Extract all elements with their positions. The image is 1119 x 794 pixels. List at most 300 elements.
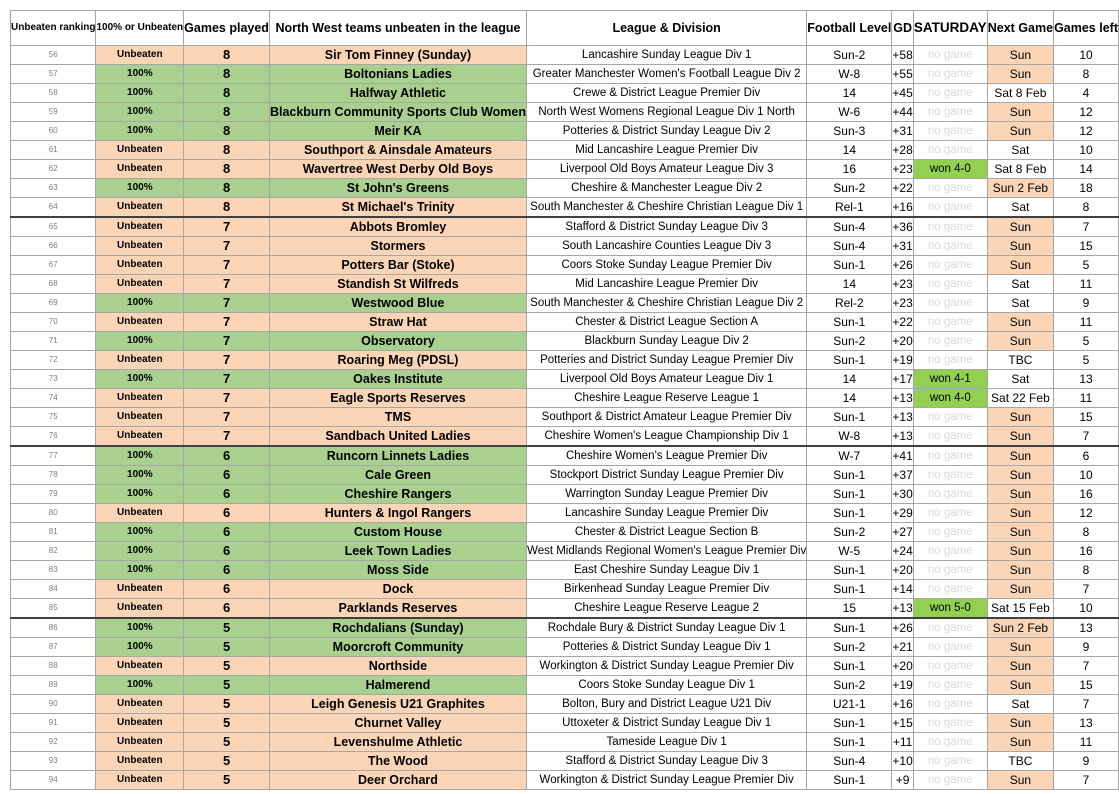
cell-status: Unbeaten (96, 256, 184, 275)
cell-next: Sun (987, 446, 1053, 466)
cell-sat: no game (913, 618, 987, 638)
cell-status: Unbeaten (96, 389, 184, 408)
cell-next: Sun (987, 561, 1053, 580)
cell-gd: +10 (892, 752, 914, 771)
cell-left: 9 (1054, 638, 1119, 657)
cell-sat: no game (913, 466, 987, 485)
cell-level: Sun-2 (807, 523, 892, 542)
cell-rank: 60 (11, 122, 96, 141)
cell-level: Sun-2 (807, 676, 892, 695)
cell-rank: 84 (11, 580, 96, 599)
cell-left: 5 (1054, 351, 1119, 370)
cell-played: 6 (184, 580, 270, 599)
cell-league: Stockport District Sunday League Premier Div (526, 466, 806, 485)
cell-left: 6 (1054, 446, 1119, 466)
cell-sat: no game (913, 351, 987, 370)
table-row (11, 122, 1119, 141)
cell-sat: no game (913, 408, 987, 427)
cell-level: Sun-1 (807, 714, 892, 733)
cell-left: 10 (1054, 141, 1119, 160)
cell-gd: +23 (892, 160, 914, 179)
cell-gd: +22 (892, 179, 914, 198)
table-row (11, 275, 1119, 294)
cell-level: 16 (807, 160, 892, 179)
cell-next: Sun (987, 122, 1053, 141)
cell-team: Roaring Meg (PDSL) (269, 351, 526, 370)
table-row (11, 141, 1119, 160)
cell-team: Standish St Wilfreds (269, 275, 526, 294)
cell-sat: no game (913, 65, 987, 84)
cell-level: Sun-1 (807, 771, 892, 790)
cell-next: TBC (987, 752, 1053, 771)
cell-left: 11 (1054, 389, 1119, 408)
cell-status: Unbeaten (96, 733, 184, 752)
cell-league: Mid Lancashire League Premier Div (526, 141, 806, 160)
cell-gd: +41 (892, 446, 914, 466)
cell-team: Sandbach United Ladies (269, 427, 526, 447)
table-row (11, 294, 1119, 313)
cell-left: 16 (1054, 485, 1119, 504)
cell-level: 14 (807, 370, 892, 389)
table-row (11, 103, 1119, 122)
cell-league: Warrington Sunday League Premier Div (526, 485, 806, 504)
cell-gd: +26 (892, 256, 914, 275)
cell-status: 100% (96, 446, 184, 466)
cell-rank: 58 (11, 84, 96, 103)
cell-status: Unbeaten (96, 580, 184, 599)
cell-status: 100% (96, 618, 184, 638)
cell-level: Sun-1 (807, 485, 892, 504)
header-left: Games left (1054, 11, 1119, 46)
cell-next: Sat (987, 275, 1053, 294)
cell-played: 7 (184, 313, 270, 332)
cell-gd: +13 (892, 427, 914, 447)
header-rank: Unbeaten ranking (11, 11, 96, 46)
cell-league: North West Womens Regional League Div 1 North (526, 103, 806, 122)
cell-next: Sat 22 Feb (987, 389, 1053, 408)
cell-level: 14 (807, 275, 892, 294)
cell-gd: +23 (892, 294, 914, 313)
cell-team: Cale Green (269, 466, 526, 485)
cell-played: 7 (184, 389, 270, 408)
cell-status: 100% (96, 332, 184, 351)
cell-status: Unbeaten (96, 46, 184, 65)
cell-rank: 72 (11, 351, 96, 370)
cell-status: Unbeaten (96, 141, 184, 160)
cell-team: Observatory (269, 332, 526, 351)
cell-next: Sun (987, 65, 1053, 84)
cell-league: Workington & District Sunday League Premier Div (526, 771, 806, 790)
cell-played: 7 (184, 217, 270, 237)
cell-next: Sun (987, 580, 1053, 599)
cell-sat: no game (913, 103, 987, 122)
cell-next: Sun (987, 217, 1053, 237)
cell-team: Meir KA (269, 122, 526, 141)
cell-left: 8 (1054, 65, 1119, 84)
cell-team: Runcorn Linnets Ladies (269, 446, 526, 466)
cell-level: Rel-1 (807, 198, 892, 218)
cell-level: 15 (807, 599, 892, 619)
cell-played: 7 (184, 275, 270, 294)
cell-left: 5 (1054, 256, 1119, 275)
cell-gd: +13 (892, 599, 914, 619)
cell-team: Deer Orchard (269, 771, 526, 790)
cell-played: 8 (184, 122, 270, 141)
cell-sat: no game (913, 198, 987, 218)
cell-next: Sun (987, 466, 1053, 485)
cell-status: 100% (96, 84, 184, 103)
table-row (11, 313, 1119, 332)
cell-next: Sun (987, 485, 1053, 504)
cell-rank: 85 (11, 599, 96, 619)
cell-gd: +30 (892, 485, 914, 504)
cell-played: 8 (184, 46, 270, 65)
cell-next: Sat (987, 141, 1053, 160)
table-row (11, 485, 1119, 504)
table-row (11, 714, 1119, 733)
table-row (11, 370, 1119, 389)
cell-gd: +20 (892, 332, 914, 351)
cell-played: 8 (184, 160, 270, 179)
cell-sat: no game (913, 237, 987, 256)
table-row (11, 599, 1119, 619)
cell-level: Sun-2 (807, 179, 892, 198)
cell-left: 12 (1054, 103, 1119, 122)
table-row (11, 580, 1119, 599)
cell-league: Tameside League Div 1 (526, 733, 806, 752)
cell-left: 7 (1054, 217, 1119, 237)
cell-played: 7 (184, 427, 270, 447)
cell-sat: no game (913, 141, 987, 160)
cell-level: Sun-1 (807, 733, 892, 752)
table-row (11, 618, 1119, 638)
cell-status: 100% (96, 561, 184, 580)
cell-next: Sun (987, 46, 1053, 65)
cell-played: 7 (184, 351, 270, 370)
cell-sat: no game (913, 256, 987, 275)
cell-gd: +20 (892, 561, 914, 580)
cell-level: Sun-1 (807, 466, 892, 485)
cell-rank: 93 (11, 752, 96, 771)
cell-played: 5 (184, 676, 270, 695)
header-saturday: SATURDAY (913, 11, 987, 46)
cell-left: 15 (1054, 237, 1119, 256)
cell-left: 10 (1054, 466, 1119, 485)
cell-level: 14 (807, 84, 892, 103)
table-row (11, 84, 1119, 103)
cell-gd: +16 (892, 695, 914, 714)
cell-played: 5 (184, 695, 270, 714)
cell-rank: 73 (11, 370, 96, 389)
cell-rank: 70 (11, 313, 96, 332)
cell-status: 100% (96, 103, 184, 122)
cell-rank: 62 (11, 160, 96, 179)
cell-team: TMS (269, 408, 526, 427)
cell-played: 6 (184, 446, 270, 466)
cell-next: Sun (987, 523, 1053, 542)
cell-status: 100% (96, 466, 184, 485)
table-row (11, 160, 1119, 179)
cell-league: Coors Stoke Sunday League Div 1 (526, 676, 806, 695)
cell-team: Dock (269, 580, 526, 599)
cell-left: 7 (1054, 771, 1119, 790)
cell-gd: +45 (892, 84, 914, 103)
cell-sat: no game (913, 427, 987, 447)
cell-league: Liverpool Old Boys Amateur League Div 3 (526, 160, 806, 179)
cell-team: Leek Town Ladies (269, 542, 526, 561)
cell-next: Sun (987, 237, 1053, 256)
cell-next: Sat (987, 198, 1053, 218)
cell-team: Westwood Blue (269, 294, 526, 313)
cell-left: 10 (1054, 599, 1119, 619)
table-row (11, 427, 1119, 447)
unbeaten-teams-table (10, 10, 1119, 790)
header-row (11, 11, 1119, 46)
cell-league: Birkenhead Sunday League Premier Div (526, 580, 806, 599)
cell-team: Oakes Institute (269, 370, 526, 389)
cell-played: 7 (184, 294, 270, 313)
cell-league: Lancashire Sunday League Div 1 (526, 46, 806, 65)
cell-rank: 75 (11, 408, 96, 427)
cell-team: Levenshulme Athletic (269, 733, 526, 752)
cell-played: 6 (184, 466, 270, 485)
cell-next: Sun (987, 103, 1053, 122)
cell-sat: no game (913, 752, 987, 771)
cell-league: Potteries & District Sunday League Div 2 (526, 122, 806, 141)
table-row (11, 198, 1119, 218)
cell-rank: 65 (11, 217, 96, 237)
cell-gd: +23 (892, 275, 914, 294)
header-next: Next Game (987, 11, 1053, 46)
table-row (11, 179, 1119, 198)
cell-status: Unbeaten (96, 695, 184, 714)
cell-league: South Lancashire Counties League Div 3 (526, 237, 806, 256)
table-row (11, 408, 1119, 427)
cell-sat: no game (913, 676, 987, 695)
cell-gd: +19 (892, 351, 914, 370)
cell-played: 8 (184, 141, 270, 160)
cell-status: 100% (96, 542, 184, 561)
cell-sat: no game (913, 561, 987, 580)
cell-level: U21-1 (807, 695, 892, 714)
cell-sat: no game (913, 275, 987, 294)
header-gd: GD (892, 11, 914, 46)
table-row (11, 446, 1119, 466)
cell-played: 5 (184, 618, 270, 638)
cell-gd: +28 (892, 141, 914, 160)
cell-rank: 83 (11, 561, 96, 580)
cell-gd: +24 (892, 542, 914, 561)
cell-sat: no game (913, 771, 987, 790)
cell-next: TBC (987, 351, 1053, 370)
cell-status: Unbeaten (96, 237, 184, 256)
cell-left: 15 (1054, 676, 1119, 695)
cell-gd: +21 (892, 638, 914, 657)
cell-status: 100% (96, 370, 184, 389)
cell-rank: 67 (11, 256, 96, 275)
cell-sat: no game (913, 84, 987, 103)
cell-rank: 64 (11, 198, 96, 218)
cell-left: 13 (1054, 618, 1119, 638)
table-row (11, 771, 1119, 790)
cell-status: Unbeaten (96, 657, 184, 676)
cell-team: Moss Side (269, 561, 526, 580)
cell-gd: +14 (892, 580, 914, 599)
cell-next: Sun (987, 332, 1053, 351)
cell-left: 8 (1054, 561, 1119, 580)
cell-played: 7 (184, 256, 270, 275)
cell-level: Sun-4 (807, 217, 892, 237)
cell-team: St John's Greens (269, 179, 526, 198)
cell-level: Sun-1 (807, 351, 892, 370)
cell-sat: no game (913, 332, 987, 351)
cell-league: Mid Lancashire League Premier Div (526, 275, 806, 294)
cell-status: Unbeaten (96, 599, 184, 619)
cell-team: Straw Hat (269, 313, 526, 332)
cell-sat: no game (913, 580, 987, 599)
cell-league: Uttoxeter & District Sunday League Div 1 (526, 714, 806, 733)
cell-league: Blackburn Sunday League Div 2 (526, 332, 806, 351)
cell-sat: no game (913, 657, 987, 676)
cell-league: Chester & District League Section B (526, 523, 806, 542)
cell-level: Sun-1 (807, 561, 892, 580)
cell-rank: 69 (11, 294, 96, 313)
cell-rank: 66 (11, 237, 96, 256)
cell-left: 8 (1054, 523, 1119, 542)
cell-rank: 59 (11, 103, 96, 122)
cell-league: Stafford & District Sunday League Div 3 (526, 752, 806, 771)
cell-league: Cheshire Women's League Premier Div (526, 446, 806, 466)
cell-team: Sir Tom Finney (Sunday) (269, 46, 526, 65)
cell-status: 100% (96, 65, 184, 84)
cell-left: 7 (1054, 695, 1119, 714)
cell-sat: no game (913, 695, 987, 714)
cell-level: Sun-4 (807, 237, 892, 256)
table-row (11, 237, 1119, 256)
table-row (11, 695, 1119, 714)
cell-team: Northside (269, 657, 526, 676)
cell-status: 100% (96, 676, 184, 695)
cell-played: 8 (184, 103, 270, 122)
cell-league: Bolton, Bury and District League U21 Div (526, 695, 806, 714)
cell-status: Unbeaten (96, 351, 184, 370)
cell-played: 8 (184, 179, 270, 198)
cell-next: Sun (987, 427, 1053, 447)
cell-rank: 80 (11, 504, 96, 523)
cell-gd: +55 (892, 65, 914, 84)
cell-level: Sun-3 (807, 122, 892, 141)
cell-gd: +37 (892, 466, 914, 485)
cell-league: South Manchester & Cheshire Christian League Div 1 (526, 198, 806, 218)
cell-sat: no game (913, 446, 987, 466)
cell-gd: +27 (892, 523, 914, 542)
cell-played: 5 (184, 752, 270, 771)
cell-status: Unbeaten (96, 313, 184, 332)
cell-rank: 94 (11, 771, 96, 790)
cell-team: Churnet Valley (269, 714, 526, 733)
cell-rank: 90 (11, 695, 96, 714)
table-row (11, 65, 1119, 84)
cell-played: 7 (184, 408, 270, 427)
cell-gd: +36 (892, 217, 914, 237)
cell-next: Sun 2 Feb (987, 179, 1053, 198)
cell-gd: +44 (892, 103, 914, 122)
cell-played: 7 (184, 332, 270, 351)
cell-rank: 56 (11, 46, 96, 65)
cell-played: 5 (184, 714, 270, 733)
cell-league: Southport & District Amateur League Premier Div (526, 408, 806, 427)
cell-rank: 88 (11, 657, 96, 676)
cell-sat: no game (913, 122, 987, 141)
cell-league: Cheshire League Reserve League 2 (526, 599, 806, 619)
cell-played: 6 (184, 599, 270, 619)
cell-level: 14 (807, 141, 892, 160)
cell-team: Southport & Ainsdale Amateurs (269, 141, 526, 160)
table-row (11, 638, 1119, 657)
cell-team: Parklands Reserves (269, 599, 526, 619)
cell-left: 11 (1054, 313, 1119, 332)
cell-rank: 61 (11, 141, 96, 160)
cell-left: 11 (1054, 275, 1119, 294)
cell-left: 11 (1054, 733, 1119, 752)
cell-league: Workington & District Sunday League Premier Div (526, 657, 806, 676)
cell-left: 18 (1054, 179, 1119, 198)
cell-team: Eagle Sports Reserves (269, 389, 526, 408)
cell-gd: +26 (892, 618, 914, 638)
cell-team: Leigh Genesis U21 Graphites (269, 695, 526, 714)
cell-left: 7 (1054, 580, 1119, 599)
table-body (11, 46, 1119, 790)
cell-rank: 77 (11, 446, 96, 466)
cell-rank: 86 (11, 618, 96, 638)
cell-gd: +22 (892, 313, 914, 332)
cell-league: South Manchester & Cheshire Christian League Div 2 (526, 294, 806, 313)
cell-status: 100% (96, 294, 184, 313)
cell-team: Abbots Bromley (269, 217, 526, 237)
cell-sat: no game (913, 46, 987, 65)
cell-team: Potters Bar (Stoke) (269, 256, 526, 275)
cell-league: Liverpool Old Boys Amateur League Div 1 (526, 370, 806, 389)
cell-league: Potteries & District Sunday League Div 1 (526, 638, 806, 657)
header-team: North West teams unbeaten in the league (269, 11, 526, 46)
cell-sat: won 4-0 (913, 389, 987, 408)
cell-level: Sun-1 (807, 504, 892, 523)
cell-rank: 68 (11, 275, 96, 294)
cell-played: 7 (184, 370, 270, 389)
cell-next: Sun (987, 504, 1053, 523)
cell-level: Sun-1 (807, 256, 892, 275)
cell-next: Sun (987, 408, 1053, 427)
cell-status: 100% (96, 179, 184, 198)
cell-left: 10 (1054, 46, 1119, 65)
cell-next: Sun (987, 771, 1053, 790)
cell-gd: +9 (892, 771, 914, 790)
cell-played: 6 (184, 561, 270, 580)
cell-rank: 91 (11, 714, 96, 733)
cell-status: 100% (96, 485, 184, 504)
cell-league: Chester & District League Section A (526, 313, 806, 332)
cell-rank: 57 (11, 65, 96, 84)
cell-team: Stormers (269, 237, 526, 256)
cell-status: Unbeaten (96, 160, 184, 179)
cell-level: Sun-1 (807, 313, 892, 332)
cell-next: Sat (987, 294, 1053, 313)
cell-gd: +31 (892, 237, 914, 256)
cell-left: 9 (1054, 752, 1119, 771)
cell-sat: no game (913, 542, 987, 561)
cell-status: Unbeaten (96, 714, 184, 733)
cell-team: Rochdalians (Sunday) (269, 618, 526, 638)
